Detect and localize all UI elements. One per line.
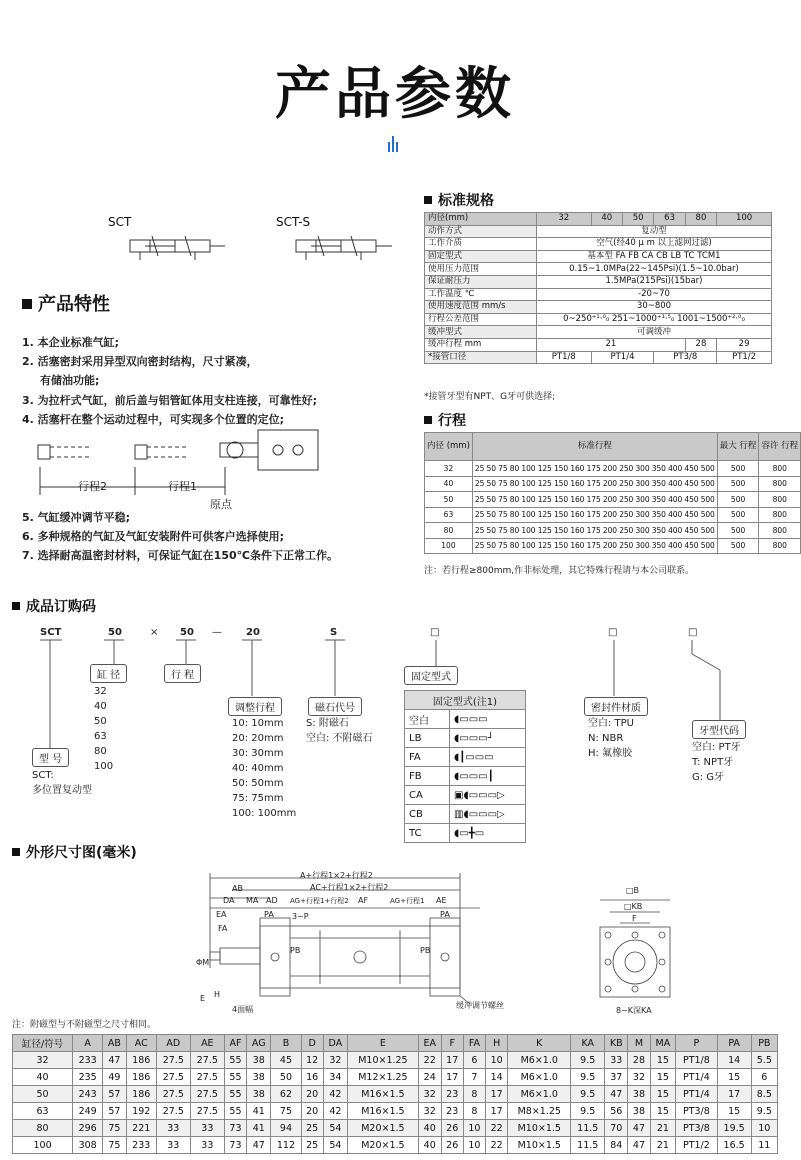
table-row [13, 1086, 778, 1103]
dim-cell: 73 [224, 1120, 246, 1137]
dim-cell: 41 [247, 1103, 271, 1120]
dimension-table [12, 1034, 778, 1154]
dim-cell: PT1/4 [676, 1069, 717, 1086]
dim-cell: 27.5 [190, 1086, 224, 1103]
thread-tag: 牙型代码 [692, 720, 746, 739]
dim-cell: 33 [605, 1052, 628, 1069]
mount-table: 固定型式(注1) 空白 ◖▭▭▭ LB ◖▭▭▭┘ FA ◖┃▭▭▭ FB ◖▭▭▭┃ CA ▣◖▭▭▭▷ CB ▥◖▭▭▭▷ TC ◖▭╋▭ [404, 690, 526, 843]
dim-ac-total: AC+行程1×2+行程2 [310, 883, 389, 892]
table-row: 80 25 50 75 80 100 125 150 160 175 200 250 300 350 400 450 500 500 800 [425, 523, 801, 539]
dim-cell: 57 [103, 1103, 126, 1120]
dim-cell: 21 [650, 1120, 676, 1137]
dim-cell: 186 [126, 1069, 156, 1086]
code-dash: — [212, 627, 222, 638]
dim-cell: 26 [441, 1120, 463, 1137]
dim-cell: 11.5 [571, 1120, 605, 1137]
dim-wrench: 4面幅 [232, 1005, 254, 1014]
dim-cell: M6×1.0 [508, 1069, 571, 1086]
dim-cell: 15 [650, 1069, 676, 1086]
feature-item: 1. 本企业标准气缸; [22, 336, 120, 349]
dim-cell: 27.5 [156, 1103, 190, 1120]
table-row [13, 1120, 778, 1137]
dim-cell: 26 [441, 1137, 463, 1154]
feature-item: 2. 活塞密封采用异型双向密封结构，尺寸紧凑， [22, 355, 258, 369]
dim-cell: 42 [323, 1086, 347, 1103]
dim-col-header: AE [190, 1035, 224, 1052]
dim-cell: 192 [126, 1103, 156, 1120]
type-tag: 型 号 [32, 748, 69, 767]
dim-cell: 33 [190, 1137, 224, 1154]
order-connectors [0, 640, 790, 760]
features-list-2 [22, 508, 432, 566]
dim-cushion-screw: 缓冲调节螺丝 [456, 1001, 504, 1010]
dim-cell: 33 [190, 1120, 224, 1137]
dim-kb: □KB [624, 902, 643, 911]
dim-cell: 14 [486, 1069, 508, 1086]
dim-col-header: M [628, 1035, 650, 1052]
feature-item: 4. 活塞杆在整个运动过程中，可实现多个位置的定位; [22, 412, 285, 426]
page-title: 产品参数 [275, 62, 515, 127]
dimension-note: 注：附磁型与不附磁型之尺寸相同。 [12, 1020, 157, 1030]
dim-cell: 55 [224, 1052, 246, 1069]
dim-da: DA [223, 896, 235, 905]
code-stroke: 50 [180, 627, 194, 638]
dim-cell: 25 [301, 1137, 323, 1154]
dim-col-header: B [271, 1035, 301, 1052]
dim-cell: 49 [103, 1069, 126, 1086]
dim-cell: 32 [418, 1103, 441, 1120]
dim-cell: 75 [271, 1103, 301, 1120]
dim-cell: PT1/4 [676, 1086, 717, 1103]
dim-ma: MA [246, 896, 259, 905]
type-desc: SCT: 多位置复动型 [32, 770, 92, 796]
stroke-table: 内径 (mm) 标准行程 最大 行程 容许 行程 32 25 50 75 80 100 125 150 160 175 200 250 300 350 400 450 500 500 800 40 25 50 75 80 100 125 150 160 175 200 250 300 350 400 450 500 500 800 50 25 50 75 80 100 125 150 160 175 200 250 300 350 400 450 500 500 800 63 25 50 75 80 100 125 150 160 175 200 250 300 350 400 450 500 500 800 80 25 50 75 80 100 125 150 160 175 200 250 300 350 400 450 500 500 800 100 25 50 75 80 100 125 150 160 175 200 250 300 350 400 450 500 500 800 [424, 432, 801, 554]
dim-cell: 50 [13, 1086, 73, 1103]
dim-p3: 3~P [292, 912, 309, 921]
dim-cell: 186 [126, 1052, 156, 1069]
dim-af: AF [358, 896, 369, 905]
dim-cell: 249 [73, 1103, 103, 1120]
dim-cell: 22 [486, 1137, 508, 1154]
dim-cell: 9.5 [571, 1069, 605, 1086]
dim-cell: 6 [463, 1052, 485, 1069]
dim-ea: EA [216, 910, 227, 919]
dim-cell: 80 [13, 1120, 73, 1137]
dim-cell: M16×1.5 [348, 1086, 419, 1103]
dim-cell: 8 [463, 1103, 485, 1120]
feature-item: 6. 多种规格的气缸及气缸安装附件可供客户选择使用; [22, 530, 285, 544]
dim-cell: 235 [73, 1069, 103, 1086]
dim-phim: ΦM [196, 958, 210, 967]
code-mag: S [330, 627, 338, 638]
dim-col-header: MA [650, 1035, 676, 1052]
dim-h: H [214, 990, 221, 999]
dim-cell: 73 [224, 1137, 246, 1154]
dim-cell: PT1/2 [676, 1137, 717, 1154]
dim-cell: 62 [271, 1086, 301, 1103]
dim-cell: 15 [650, 1052, 676, 1069]
dim-col-header: P [676, 1035, 717, 1052]
dim-cell: M12×1.25 [348, 1069, 419, 1086]
dim-cell: 40 [13, 1069, 73, 1086]
dim-cell: 47 [605, 1086, 628, 1103]
dim-cell: M10×1.25 [348, 1052, 419, 1069]
dim-cell: 20 [301, 1086, 323, 1103]
dim-cell: 9.5 [571, 1052, 605, 1069]
mount-icon: ▥◖▭▭▭▷ [450, 805, 526, 824]
dim-cell: 16.5 [717, 1137, 751, 1154]
dim-cell: 22 [418, 1052, 441, 1069]
dim-cell: 33 [156, 1120, 190, 1137]
dim-col-header: K [508, 1035, 571, 1052]
dim-cell: 38 [247, 1086, 271, 1103]
dim-cell: 94 [271, 1120, 301, 1137]
dim-cell: 32 [323, 1052, 347, 1069]
dim-cell: 8.5 [751, 1086, 777, 1103]
mount-icon: ◖▭▭▭┃ [450, 767, 526, 786]
feature-item: 5. 气缸缓冲调节平稳; [22, 511, 131, 524]
dim-cell: 40 [418, 1120, 441, 1137]
code-seal-box: □ [608, 627, 618, 638]
dim-cell: 54 [323, 1120, 347, 1137]
mount-tag: 固定型式 [404, 666, 458, 685]
dim-cell: M6×1.0 [508, 1086, 571, 1103]
dim-col-header: E [348, 1035, 419, 1052]
dim-cell: M8×1.25 [508, 1103, 571, 1120]
dim-cell: 17 [717, 1086, 751, 1103]
title-accent-icon [388, 133, 400, 152]
dim-cell: 15 [717, 1103, 751, 1120]
model-sct-label: SCT [108, 215, 132, 229]
dim-cell: 47 [628, 1120, 650, 1137]
dim-cell: 27.5 [190, 1069, 224, 1086]
seal-list: 空白: TPU N: NBR H: 氟橡胶 [588, 718, 635, 759]
dim-cell: 15 [717, 1069, 751, 1086]
dim-cell: M10×1.5 [508, 1137, 571, 1154]
dim-cell: 12 [301, 1052, 323, 1069]
mount-icon: ◖▭▭▭┘ [450, 729, 526, 748]
spec-table: 内径(mm) 32 40 50 63 80 100 动作方式 复动型 工作介质 空气(经40 μ m 以上滤网过滤) 固定型式 基本型 FA FB CA CB LB TC TCM1 使用压力范围 0.15~1.0MPa(22~145Psi)(1.5~10.0bar) 保证耐压力 1.5MPa(215Psi)(15bar) 工作温度 ℃ -20~70 使用速度范围 mm/s 30~800 行程公差范围 0~250⁺¹·⁰₀ 251~1000⁺¹·⁵₀ 1001~1500⁺²·⁰₀ 缓冲型式 可调缓冲 缓冲行程 mm 21 28 29 *接管口径 PT1/8 PT1/4 PT3/8 PT1/2 [424, 212, 772, 364]
table-row: 63 25 50 75 80 100 125 150 160 175 200 250 300 350 400 450 500 500 800 [425, 507, 801, 523]
dim-cell: 24 [418, 1069, 441, 1086]
dim-cell: 57 [103, 1086, 126, 1103]
dim-ad: AD [266, 896, 278, 905]
dim-cell: 14 [717, 1052, 751, 1069]
dim-cell: 38 [247, 1052, 271, 1069]
stroke-tag: 行 程 [164, 664, 201, 683]
seal-tag: 密封件材质 [584, 697, 648, 716]
end-view-drawing [590, 895, 680, 1015]
mount-icon: ◖▭╋▭ [450, 824, 526, 843]
stroke1-label: 行程1 [168, 480, 197, 493]
dim-cell: 10 [463, 1137, 485, 1154]
dim-cell: 308 [73, 1137, 103, 1154]
table-row [13, 1137, 778, 1154]
dim-cell: 63 [13, 1103, 73, 1120]
dim-cell: 27.5 [190, 1052, 224, 1069]
dim-cell: PT1/8 [676, 1052, 717, 1069]
dim-col-header: AF [224, 1035, 246, 1052]
dim-cell: 32 [13, 1052, 73, 1069]
dim-cell: 47 [247, 1137, 271, 1154]
features-heading: 产品特性 [22, 290, 110, 316]
dim-cell: 17 [441, 1069, 463, 1086]
dim-col-header: 缸径/符号 [13, 1035, 73, 1052]
dim-cell: 9.5 [751, 1103, 777, 1120]
dim-cell: 15 [650, 1103, 676, 1120]
dim-col-header: F [441, 1035, 463, 1052]
dim-col-header: D [301, 1035, 323, 1052]
dim-cell: 233 [126, 1137, 156, 1154]
bore-tag: 缸 径 [90, 664, 127, 683]
code-x: × [150, 627, 159, 638]
dim-cell: 112 [271, 1137, 301, 1154]
dim-cell: 9.5 [571, 1086, 605, 1103]
dim-col-header: AB [103, 1035, 126, 1052]
dim-cell: 50 [271, 1069, 301, 1086]
dim-cell: 17 [441, 1052, 463, 1069]
table-row: 40 25 50 75 80 100 125 150 160 175 200 250 300 350 400 450 500 500 800 [425, 476, 801, 492]
dim-cell: 9.5 [571, 1103, 605, 1120]
dim-cell: 21 [650, 1137, 676, 1154]
dim-cell: 16 [301, 1069, 323, 1086]
dim-cell: 22 [486, 1120, 508, 1137]
table-row [13, 1103, 778, 1120]
dim-pb-right: PB [420, 946, 431, 955]
table-row: 32 25 50 75 80 100 125 150 160 175 200 250 300 350 400 450 500 500 800 [425, 461, 801, 477]
dim-cell: 41 [247, 1120, 271, 1137]
spec-note: *接管牙型有NPT、G牙可供选择; [424, 392, 556, 402]
dim-cell: 38 [628, 1103, 650, 1120]
dim-col-header: AC [126, 1035, 156, 1052]
dim-cell: 42 [323, 1103, 347, 1120]
code-adj: 20 [246, 627, 260, 638]
code-bore: 50 [108, 627, 122, 638]
multi-position-diagram [30, 425, 330, 510]
mag-list: S: 附磁石 空白: 不附磁石 [306, 718, 373, 744]
dim-ab: AB [232, 884, 243, 893]
dim-cell: 7 [463, 1069, 485, 1086]
dim-cell: 19.5 [717, 1120, 751, 1137]
dim-cell: 15 [650, 1086, 676, 1103]
dim-ag-seg: AG+行程1+行程2 [290, 897, 349, 905]
adj-list: 10: 10mm 20: 20mm 30: 30mm 40: 40mm 50: 50mm 75: 75mm 100: 100mm [232, 718, 297, 819]
dim-cell: M6×1.0 [508, 1052, 571, 1069]
dim-cell: 186 [126, 1086, 156, 1103]
dim-cell: 10 [463, 1120, 485, 1137]
dim-fa: FA [218, 924, 228, 933]
dim-cell: 54 [323, 1137, 347, 1154]
dim-col-header: H [486, 1035, 508, 1052]
dim-cell: 70 [605, 1120, 628, 1137]
dim-cell: M20×1.5 [348, 1137, 419, 1154]
dim-col-header: FA [463, 1035, 485, 1052]
table-row [13, 1069, 778, 1086]
dim-cell: M20×1.5 [348, 1120, 419, 1137]
dim-col-header: KA [571, 1035, 605, 1052]
thread-list: 空白: PT牙 T: NPT牙 G: G牙 [692, 742, 741, 783]
dim-cell: 37 [605, 1069, 628, 1086]
dim-cell: 25 [301, 1120, 323, 1137]
origin-label: 原点 [210, 498, 232, 511]
dim-ag-seg2: AG+行程1 [390, 897, 425, 905]
dim-cell: 221 [126, 1120, 156, 1137]
dim-cell: 45 [271, 1052, 301, 1069]
dim-cell: 23 [441, 1103, 463, 1120]
cylinder-symbols [100, 232, 400, 262]
dim-cell: 17 [486, 1103, 508, 1120]
dim-cell: 243 [73, 1086, 103, 1103]
dim-k: 8~K深KA [616, 1006, 652, 1015]
dim-cell: 27.5 [156, 1069, 190, 1086]
feature-item: 有储油功能; [40, 374, 100, 388]
dim-a-total: A+行程1×2+行程2 [300, 871, 373, 880]
dim-col-header: AG [247, 1035, 271, 1052]
dim-ae: AE [436, 896, 447, 905]
table-row: 100 25 50 75 80 100 125 150 160 175 200 250 300 350 400 450 500 500 800 [425, 538, 801, 554]
dim-cell: 55 [224, 1103, 246, 1120]
bore-list: 32 40 50 63 80 100 [94, 686, 114, 772]
dim-cell: 11.5 [571, 1137, 605, 1154]
dim-cell: 8 [463, 1086, 485, 1103]
dim-cell: 38 [628, 1086, 650, 1103]
dim-pb: PB [290, 946, 301, 955]
dim-cell: 55 [224, 1086, 246, 1103]
stroke2-label: 行程2 [78, 480, 107, 493]
code-mount-box: □ [430, 627, 440, 638]
mount-icon: ◖▭▭▭ [450, 710, 526, 729]
dim-cell: 27.5 [190, 1103, 224, 1120]
dim-col-header: A [73, 1035, 103, 1052]
dim-cell: 56 [605, 1103, 628, 1120]
dim-f: F [632, 914, 637, 923]
dim-cell: 20 [301, 1103, 323, 1120]
dim-pa-right: PA [440, 910, 450, 919]
dim-cell: 28 [628, 1052, 650, 1069]
dim-pa: PA [264, 910, 274, 919]
dim-cell: 32 [628, 1069, 650, 1086]
code-sct: SCT [40, 627, 62, 638]
dim-col-header: KB [605, 1035, 628, 1052]
dim-cell: 10 [751, 1120, 777, 1137]
dim-cell: 5.5 [751, 1052, 777, 1069]
spec-header-label: 内径(mm) [425, 213, 537, 226]
dim-col-header: DA [323, 1035, 347, 1052]
dim-cell: M16×1.5 [348, 1103, 419, 1120]
dim-col-header: PB [751, 1035, 777, 1052]
dim-cell: 27.5 [156, 1052, 190, 1069]
dim-cell: 33 [156, 1137, 190, 1154]
order-heading: 成品订购码 [12, 596, 96, 616]
dim-col-header: PA [717, 1035, 751, 1052]
dim-cell: 34 [323, 1069, 347, 1086]
code-thread-box: □ [688, 627, 698, 638]
table-row [13, 1052, 778, 1069]
feature-item: 3. 为拉杆式气缸，前后盖与铝管缸体用支柱连接，可靠性好; [22, 393, 318, 407]
dim-col-header: AD [156, 1035, 190, 1052]
stroke-note: 注：若行程≥800mm,作非标处理，其它特殊行程请与本公司联系。 [424, 566, 695, 576]
dim-cell: 17 [486, 1086, 508, 1103]
mount-icon: ▣◖▭▭▭▷ [450, 786, 526, 805]
features-list [22, 333, 422, 429]
dim-b: □B [626, 886, 640, 895]
dim-cell: PT3/8 [676, 1120, 717, 1137]
dim-cell: 23 [441, 1086, 463, 1103]
dim-cell: 40 [418, 1137, 441, 1154]
dim-e: E [200, 994, 206, 1003]
dim-cell: 100 [13, 1137, 73, 1154]
dim-cell: M10×1.5 [508, 1120, 571, 1137]
dim-cell: 75 [103, 1137, 126, 1154]
dim-cell: 75 [103, 1120, 126, 1137]
dim-cell: 6 [751, 1069, 777, 1086]
dim-cell: 47 [628, 1137, 650, 1154]
dim-cell: 10 [486, 1052, 508, 1069]
model-scts-label: SCT-S [276, 215, 311, 229]
dim-cell: 84 [605, 1137, 628, 1154]
dim-cell: 233 [73, 1052, 103, 1069]
dim-cell: 27.5 [156, 1086, 190, 1103]
spec-heading: 标准规格 [424, 190, 494, 210]
dim-cell: PT3/8 [676, 1103, 717, 1120]
dimension-heading: 外形尺寸图(毫米) [12, 842, 137, 862]
dim-cell: 296 [73, 1120, 103, 1137]
dim-col-header: EA [418, 1035, 441, 1052]
stroke-heading: 行程 [424, 410, 466, 430]
dim-cell: 55 [224, 1069, 246, 1086]
table-row: 50 25 50 75 80 100 125 150 160 175 200 250 300 350 400 450 500 500 800 [425, 492, 801, 508]
dim-cell: 38 [247, 1069, 271, 1086]
adj-tag: 调整行程 [228, 697, 282, 716]
feature-item: 7. 选择耐高温密封材料，可保证气缸在150℃条件下正常工作。 [22, 549, 338, 563]
dim-cell: 11 [751, 1137, 777, 1154]
dim-cell: 47 [103, 1052, 126, 1069]
mount-icon: ◖┃▭▭▭ [450, 748, 526, 767]
mag-tag: 磁石代号 [308, 697, 362, 716]
dim-cell: 32 [418, 1086, 441, 1103]
